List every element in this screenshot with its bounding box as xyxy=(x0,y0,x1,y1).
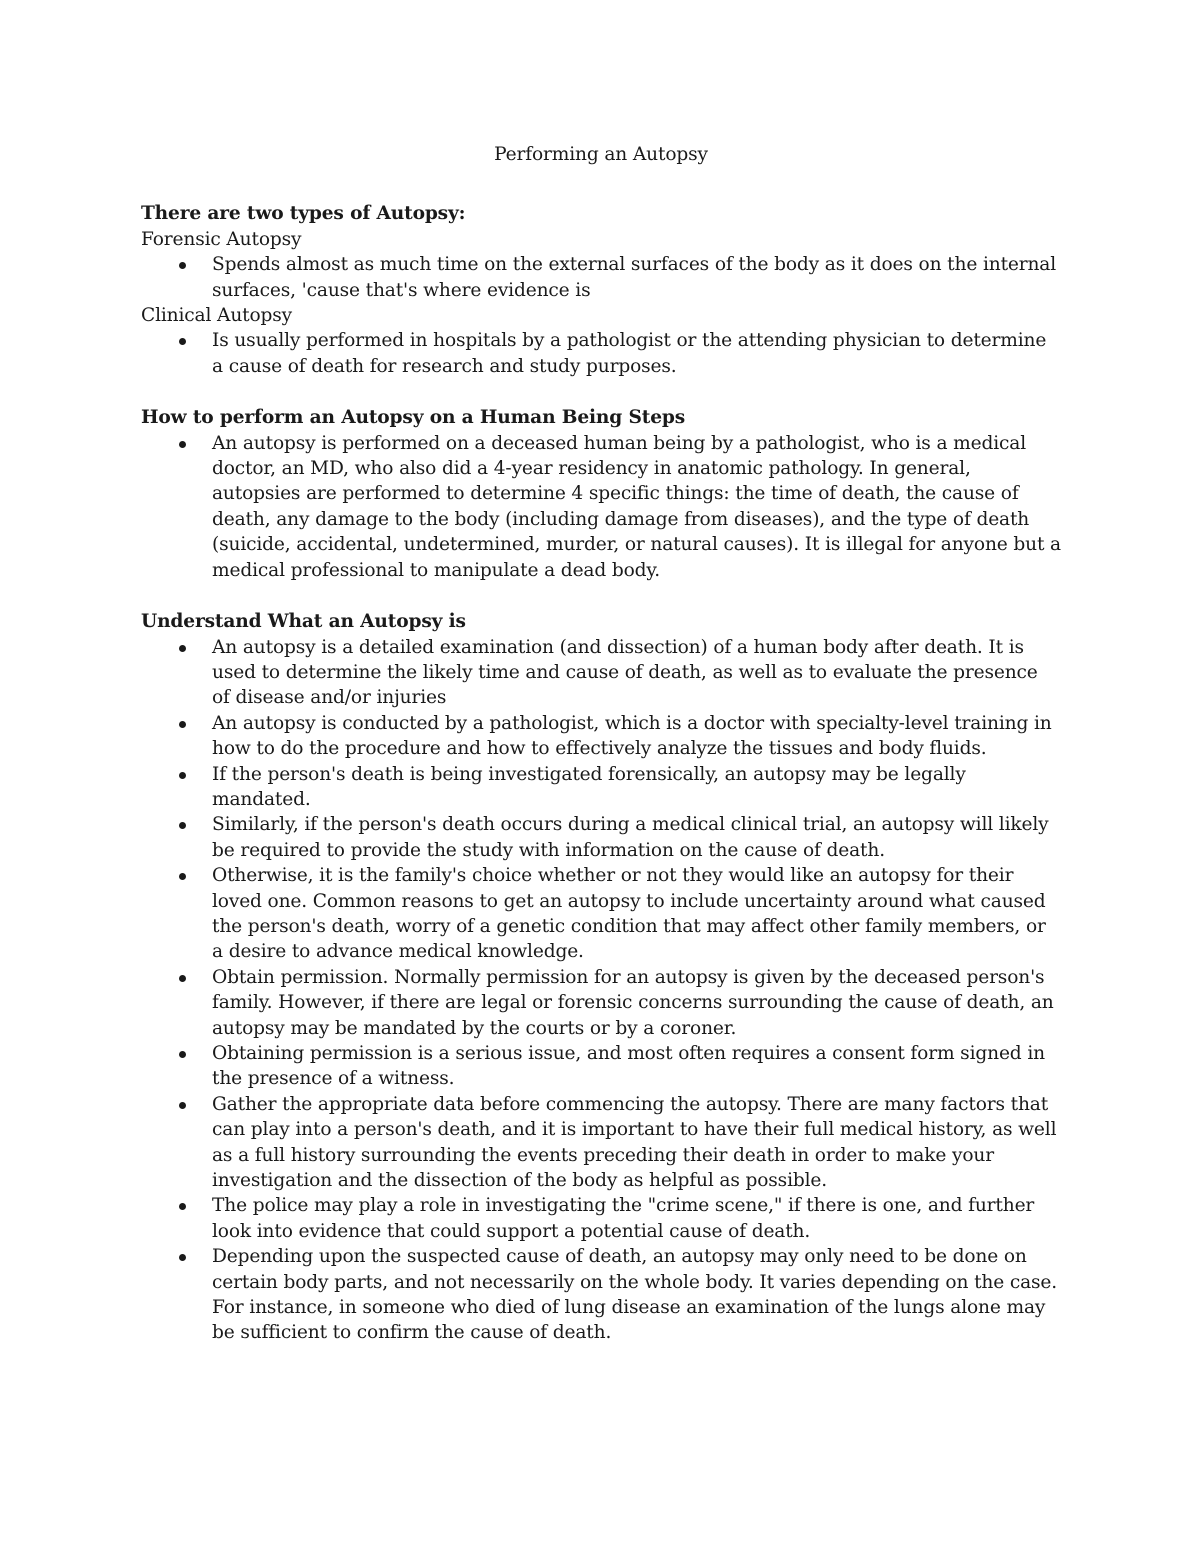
section-spacer xyxy=(141,583,1061,609)
bullet-icon xyxy=(179,822,186,829)
bullet-icon xyxy=(179,262,186,269)
subheading-forensic-autopsy: Forensic Autopsy xyxy=(141,228,302,250)
list-item xyxy=(141,1041,1061,1092)
list-item xyxy=(141,762,1061,813)
list-item xyxy=(141,711,1061,762)
bullet-icon xyxy=(179,873,186,880)
bullet-icon xyxy=(179,645,186,652)
section-heading-steps: How to perform an Autopsy on a Human Being Steps xyxy=(141,407,686,429)
list-item xyxy=(141,965,1061,1041)
section-spacer xyxy=(141,379,1061,405)
bullet-icon xyxy=(179,975,186,982)
list-item-text: The police may play a role in investigating the "crime scene," if there is one, and further look into evidence that could support a potential cause of death. xyxy=(212,1195,1035,1242)
list-item-text: Obtaining permission is a serious issue, and most often requires a consent form signed in the presence of a witness. xyxy=(212,1043,1045,1090)
list-item-text: Similarly, if the person's death occurs during a medical clinical trial, an autopsy will likely be required to provide the study with information on the cause of death. xyxy=(212,814,1049,861)
list-item-text: Depending upon the suspected cause of death, an autopsy may only need to be done on certain body parts, and not necessarily on the whole body. It varies depending on the case. For instance, in someone who died of lung disease an examination of the lungs alone may be sufficient to confirm the cause of death. xyxy=(212,1246,1058,1344)
list-item-text: Obtain permission. Normally permission for an autopsy is given by the deceased person's family. However, if there are legal or forensic concerns surrounding the cause of death, an autopsy may be mandated by the courts or by a coroner. xyxy=(212,966,1054,1039)
bullet-icon xyxy=(179,1203,186,1210)
understand-list xyxy=(141,635,1061,1346)
list-item xyxy=(141,328,1061,379)
bullet-icon xyxy=(179,1102,186,1109)
list-item-text: Otherwise, it is the family's choice whether or not they would like an autopsy for their loved one. Common reasons to get an autopsy to include uncertainty around what caused the person's death, worry of a genetic condition that may affect other family members, or a desire to advance medical knowledge. xyxy=(212,865,1046,963)
list-item-text: If the person's death is being investigated forensically, an autopsy may be legally mandated. xyxy=(212,763,966,810)
forensic-autopsy-list xyxy=(141,252,1061,303)
list-item xyxy=(141,1193,1061,1244)
bullet-icon xyxy=(179,1051,186,1058)
section-heading-types: There are two types of Autopsy: xyxy=(141,203,466,225)
list-item xyxy=(141,635,1061,711)
bullet-icon xyxy=(179,1254,186,1261)
document-body xyxy=(141,138,1061,1346)
bullet-icon xyxy=(179,721,186,728)
document-title: Performing an Autopsy xyxy=(494,144,708,165)
list-item-text: An autopsy is a detailed examination (and dissection) of a human body after death. It is used to determine the likely time and cause of death, as well as to evaluate the presence of disease and/or injuries xyxy=(212,636,1038,709)
list-item-text: Gather the appropriate data before commencing the autopsy. There are many factors that can play into a person's death, and it is important to have their full medical history, as well as a full history surrounding the events preceding their death in order to make your investigation and the dissection of the body as helpful as possible. xyxy=(212,1093,1057,1192)
steps-list xyxy=(141,431,1061,583)
list-item xyxy=(141,252,1061,303)
bullet-icon xyxy=(179,441,186,448)
bullet-icon xyxy=(179,338,186,345)
list-item-text: An autopsy is performed on a deceased human being by a pathologist, who is a medical doctor, an MD, who also did a 4-year residency in anatomic pathology. In general, autopsies are performed to determine 4 specific things: the time of death, the cause of death, any damage to the body (including damage from diseases), and the type of death (suicide, accidental, undetermined, murder, or natural causes). It is illegal for anyone but a medical professional to manipulate a dead body. xyxy=(212,432,1061,581)
bullet-icon xyxy=(179,772,186,779)
list-item xyxy=(141,863,1061,965)
list-item xyxy=(141,431,1061,583)
list-item xyxy=(141,1244,1061,1346)
list-item-text: Spends almost as much time on the external surfaces of the body as it does on the internal surfaces, 'cause that's where evidence is xyxy=(212,254,1057,301)
subheading-clinical-autopsy: Clinical Autopsy xyxy=(141,305,293,327)
list-item xyxy=(141,812,1061,863)
list-item-text: Is usually performed in hospitals by a pathologist or the attending physician to determine a cause of death for research and study purposes. xyxy=(212,330,1047,377)
section-heading-understand: Understand What an Autopsy is xyxy=(141,611,466,633)
list-item xyxy=(141,1092,1061,1194)
list-item-text: An autopsy is conducted by a pathologist, which is a doctor with specialty-level training in how to do the procedure and how to effectively analyze the tissues and body fluids. xyxy=(212,712,1052,760)
clinical-autopsy-list xyxy=(141,328,1061,379)
